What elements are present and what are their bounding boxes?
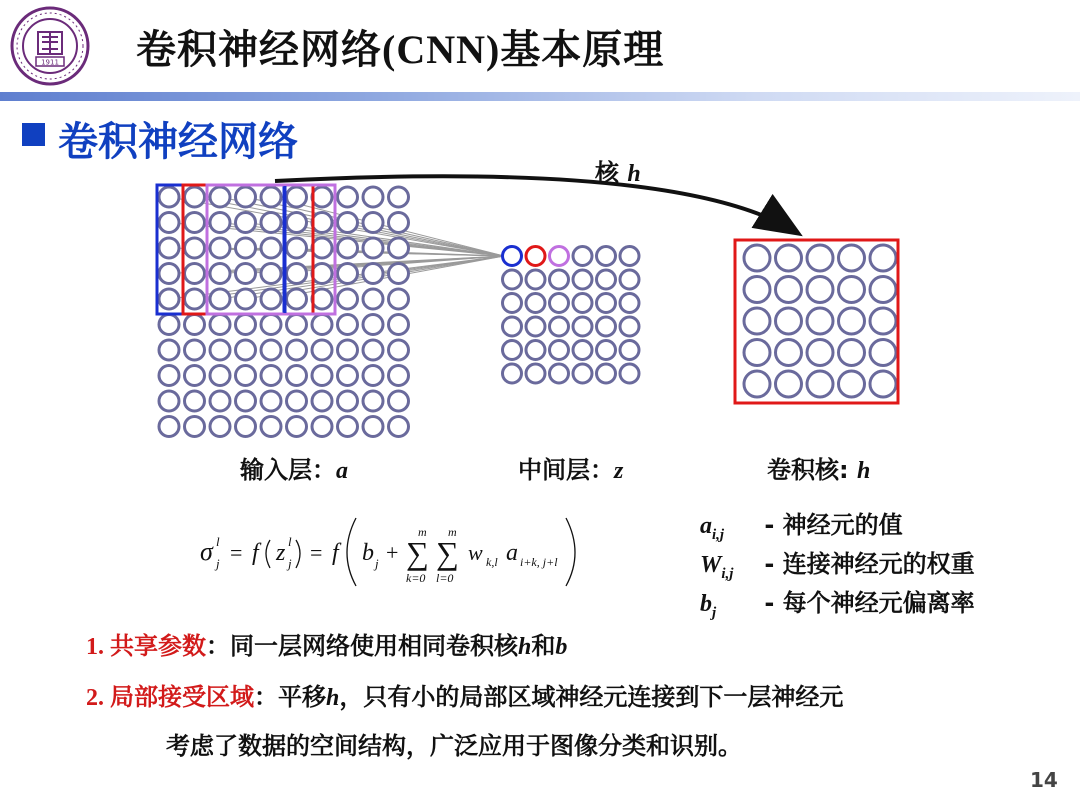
input-neuron [389,340,409,360]
svg-text:w: w [468,540,483,565]
input-neuron [159,391,179,411]
kernel-weight [839,340,865,366]
title-cn-part2: 基本原理 [500,27,665,73]
svg-text:m: m [448,525,457,539]
input-neuron [261,417,281,437]
middle-neuron [573,341,592,360]
kernel-weight [807,308,833,334]
kernel-weight [776,245,802,271]
kernel-weight [870,371,896,397]
middle-neuron [597,247,616,266]
kernel-weight [776,308,802,334]
input-neuron [159,187,179,207]
input-neuron [159,213,179,233]
middle-neuron [620,270,639,289]
middle-neuron [526,294,545,313]
input-neuron [338,187,358,207]
middle-neuron [597,364,616,383]
legend-row-activation: $a_{i,j}$ - 神经元的值 [700,511,903,543]
input-neuron [236,340,256,360]
middle-neuron [573,247,592,266]
middle-neuron [503,341,522,360]
svg-text:l: l [216,534,220,549]
kernel-grid [735,240,898,403]
input-neuron [159,340,179,360]
input-neuron [287,391,307,411]
svg-text:f: f [332,540,339,566]
middle-neuron [503,317,522,336]
kernel-weight [744,371,770,397]
logo-year: 1911 [41,58,59,67]
section-heading: 卷积神经网络 [58,119,298,165]
input-neuron [312,340,332,360]
input-neuron [389,238,409,258]
svg-text:σ: σ [200,537,213,566]
input-neuron [236,391,256,411]
title-latin: (CNN) [382,27,501,72]
middle-neuron [573,317,592,336]
input-neuron [159,264,179,284]
kernel-weight [870,308,896,334]
svg-text:∑: ∑ [406,535,429,571]
point-local-receptive-field: 2. 局部接受区域：平移h，只有小的局部区域神经元连接到下一层神经元 [86,683,844,711]
input-neuron [159,366,179,386]
input-neuron [210,213,230,233]
input-neuron [363,213,383,233]
input-neuron [210,366,230,386]
kernel-weight [744,245,770,271]
input-neuron [363,366,383,386]
input-neuron [312,187,332,207]
input-neuron [185,366,205,386]
middle-neuron [597,341,616,360]
input-neuron [236,213,256,233]
middle-neuron [620,364,639,383]
summary-note: 考虑了数据的空间结构，广泛应用于图像分类和识别。 [166,732,742,760]
kernel-label: 卷积核: h [767,456,871,484]
input-neuron [287,264,307,284]
input-neuron [236,289,256,309]
input-neuron [338,391,358,411]
middle-neuron [526,247,545,266]
input-neuron [210,289,230,309]
input-neuron [312,289,332,309]
input-neuron [210,417,230,437]
input-neuron [185,187,205,207]
input-neuron [261,187,281,207]
input-neuron [389,213,409,233]
kernel-weight [776,371,802,397]
legend-row-weight: $W_{i,j}$ - 连接神经元的权重 [700,550,975,582]
page-number: 14 [1030,768,1058,792]
middle-neuron [503,270,522,289]
input-neuron [261,213,281,233]
kernel-weight [807,277,833,303]
input-layer-label: 输入层：a [240,456,348,484]
legend-row-bias: $b_j$ - 每个神经元偏离率 [700,589,975,621]
middle-layer-label: 中间层：z [518,456,624,484]
input-neuron [287,315,307,335]
middle-neuron [573,294,592,313]
input-neuron [185,417,205,437]
input-neuron [287,366,307,386]
input-neuron [236,264,256,284]
input-neuron [236,187,256,207]
input-neuron [236,315,256,335]
input-neuron [261,264,281,284]
kernel-weight [870,277,896,303]
middle-neuron [550,341,569,360]
input-neuron [389,264,409,284]
svg-text:j: j [288,556,292,571]
input-neuron [363,315,383,335]
svg-text:=: = [230,540,243,565]
middle-neuron [573,364,592,383]
input-neuron [338,213,358,233]
svg-text:l=0: l=0 [436,571,454,585]
middle-neuron [550,317,569,336]
kernel-weight [807,371,833,397]
kernel-weight [776,340,802,366]
middle-neuron [620,294,639,313]
input-neuron [185,315,205,335]
svg-text:z: z [276,540,286,566]
svg-text:=: = [310,540,323,565]
middle-neuron [503,364,522,383]
middle-neuron [573,270,592,289]
kernel-weight [744,308,770,334]
middle-neuron [526,317,545,336]
svg-text:k=0: k=0 [406,571,426,585]
svg-text:a: a [506,540,518,566]
svg-text:k,l: k,l [486,555,498,569]
input-neuron [261,315,281,335]
input-neuron [338,366,358,386]
input-neuron [389,289,409,309]
input-neuron [185,289,205,309]
input-neuron [185,264,205,284]
convolution-formula [200,508,600,588]
kernel-weight [870,340,896,366]
middle-layer-grid [503,247,640,384]
svg-text:m: m [418,525,427,539]
input-neuron [159,417,179,437]
input-neuron [185,238,205,258]
input-neuron [389,417,409,437]
symbol-legend [700,505,975,622]
input-neuron [210,391,230,411]
svg-text:j: j [375,556,379,571]
input-neuron [338,340,358,360]
input-neuron [312,213,332,233]
kernel-weight [807,245,833,271]
svg-text:i+k, j+l: i+k, j+l [520,555,558,569]
input-neuron [185,391,205,411]
input-neuron [312,315,332,335]
svg-text:j: j [216,556,220,571]
svg-text:l: l [288,534,292,549]
input-neuron [159,315,179,335]
input-neuron [210,315,230,335]
input-neuron [389,366,409,386]
kernel-weight [744,277,770,303]
input-neuron [159,289,179,309]
input-neuron [363,289,383,309]
input-neuron [287,187,307,207]
input-neuron [287,213,307,233]
svg-text:f: f [252,540,259,566]
kernel-weight [839,371,865,397]
input-neuron [312,417,332,437]
kernel-weight [839,308,865,334]
kernel-weight [807,340,833,366]
input-neuron [287,340,307,360]
input-neuron [338,289,358,309]
svg-text:∑: ∑ [436,535,459,571]
input-neuron [210,264,230,284]
middle-neuron [503,247,522,266]
middle-neuron [597,294,616,313]
input-neuron [261,340,281,360]
input-neuron [236,238,256,258]
middle-neuron [597,270,616,289]
input-neuron [159,238,179,258]
input-neuron [312,238,332,258]
input-neuron [185,340,205,360]
svg-text:+: + [386,540,399,565]
middle-neuron [503,294,522,313]
input-neuron [389,315,409,335]
input-neuron [261,289,281,309]
point-shared-parameters: 1. 共享参数：同一层网络使用相同卷积核h和b [86,632,568,660]
input-neuron [363,187,383,207]
input-neuron [363,417,383,437]
middle-neuron [597,317,616,336]
input-neuron [210,238,230,258]
input-neuron [312,366,332,386]
kernel-weight [839,277,865,303]
middle-neuron [620,341,639,360]
middle-neuron [550,270,569,289]
input-neuron [363,238,383,258]
input-neuron [236,417,256,437]
kernel-weight [744,340,770,366]
kernel-weight [839,245,865,271]
input-neuron [236,366,256,386]
input-neuron [338,315,358,335]
middle-neuron [526,364,545,383]
input-neuron [312,391,332,411]
input-neuron [287,289,307,309]
input-neuron [363,391,383,411]
middle-neuron [620,247,639,266]
input-neuron [338,238,358,258]
input-neuron [312,264,332,284]
kernel-weight [870,245,896,271]
input-neuron [261,391,281,411]
input-neuron [261,238,281,258]
svg-text:b: b [362,540,374,566]
middle-neuron [550,364,569,383]
input-neuron [210,187,230,207]
kernel-arrow-label: 核 h [595,159,641,187]
input-neuron [389,187,409,207]
middle-neuron [620,317,639,336]
input-neuron [338,417,358,437]
middle-neuron [550,294,569,313]
input-neuron [261,366,281,386]
kernel-weight [776,277,802,303]
input-neuron [338,264,358,284]
input-neuron [363,264,383,284]
middle-neuron [526,341,545,360]
input-neuron [185,213,205,233]
input-neuron [287,238,307,258]
input-neuron [287,417,307,437]
input-neuron [363,340,383,360]
input-neuron [389,391,409,411]
input-neuron [210,340,230,360]
middle-neuron [550,247,569,266]
title-cn-part1: 卷积神经网络 [136,27,382,73]
middle-neuron [526,270,545,289]
